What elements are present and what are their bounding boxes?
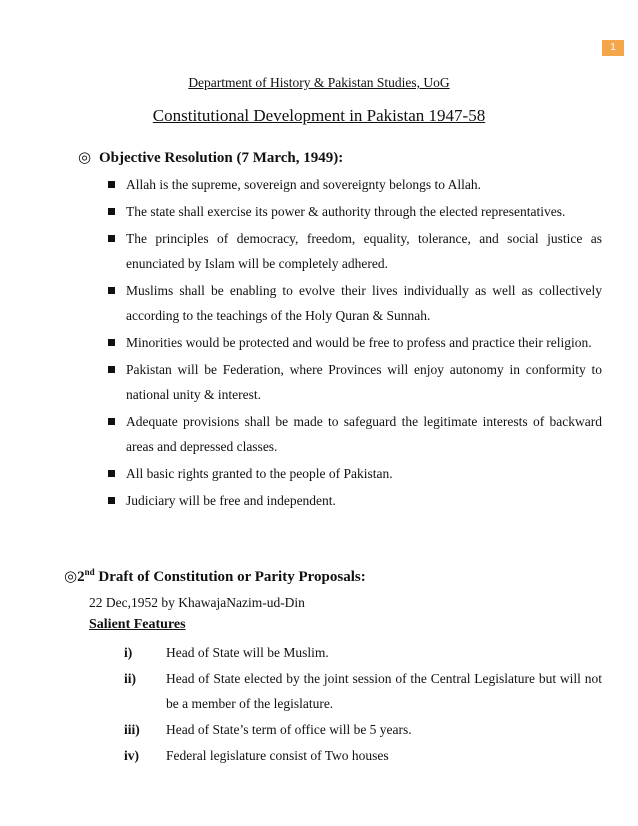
page-number-badge: 1	[602, 40, 624, 56]
list-item: Pakistan will be Federation, where Provinces will enjoy autonomy in conformity to national unity & interest.	[106, 357, 602, 407]
list-item: iii) Head of State’s term of office will be 5 years.	[124, 722, 412, 737]
list-item: Allah is the supreme, sovereign and sovereignty belongs to Allah.	[106, 172, 602, 197]
section1-heading	[78, 148, 343, 167]
square-bullet-icon	[108, 208, 115, 215]
list-item: The state shall exercise its power & authority through the elected representatives.	[106, 199, 602, 224]
section2-heading: ◎2nd Draft of Constitution or Parity Proposals:	[64, 567, 366, 585]
square-bullet-icon	[108, 470, 115, 477]
list-item: Judiciary will be free and independent.	[106, 488, 602, 513]
list-item: ii) Head of State elected by the joint session of the Central Legislature but will not be a member of the legislature.	[124, 671, 602, 711]
square-bullet-icon	[108, 366, 115, 373]
square-bullet-icon	[108, 235, 115, 242]
document-title: Constitutional Development in Pakistan 1947-58	[152, 106, 486, 125]
features-list	[124, 640, 602, 769]
section2-date-author: 22 Dec,1952 by KhawajaNazim-ud-Din	[89, 595, 305, 610]
square-bullet-icon	[108, 497, 115, 504]
list-item: The principles of democracy, freedom, equality, tolerance, and social justice as enunciated by Islam will be completely adhered.	[106, 226, 602, 276]
target-bullet-icon: ◎	[78, 150, 92, 166]
square-bullet-icon	[108, 181, 115, 188]
list-item: Muslims shall be enabling to evolve their lives individually as well as collectively according to the teachings of the Holy Quran & Sunnah.	[106, 278, 602, 328]
list-item: Minorities would be protected and would be free to profess and practice their religion.	[106, 330, 602, 355]
square-bullet-icon	[108, 418, 115, 425]
salient-features-heading: Salient Features	[89, 617, 186, 632]
section1-heading-text: Objective Resolution (7 March, 1949):	[99, 150, 344, 166]
list-item: All basic rights granted to the people of Pakistan.	[106, 461, 602, 486]
objectives-list	[106, 172, 602, 515]
square-bullet-icon	[108, 287, 115, 294]
list-item: iv) Federal legislature consist of Two houses	[124, 748, 389, 763]
square-bullet-icon	[108, 339, 115, 346]
target-bullet-icon: ◎	[64, 569, 78, 585]
department-header: Department of History & Pakistan Studies, UoG	[188, 75, 450, 90]
list-item: Adequate provisions shall be made to safeguard the legitimate interests of backward areas and depressed classes.	[106, 409, 602, 459]
list-item: i) Head of State will be Muslim.	[124, 645, 329, 660]
